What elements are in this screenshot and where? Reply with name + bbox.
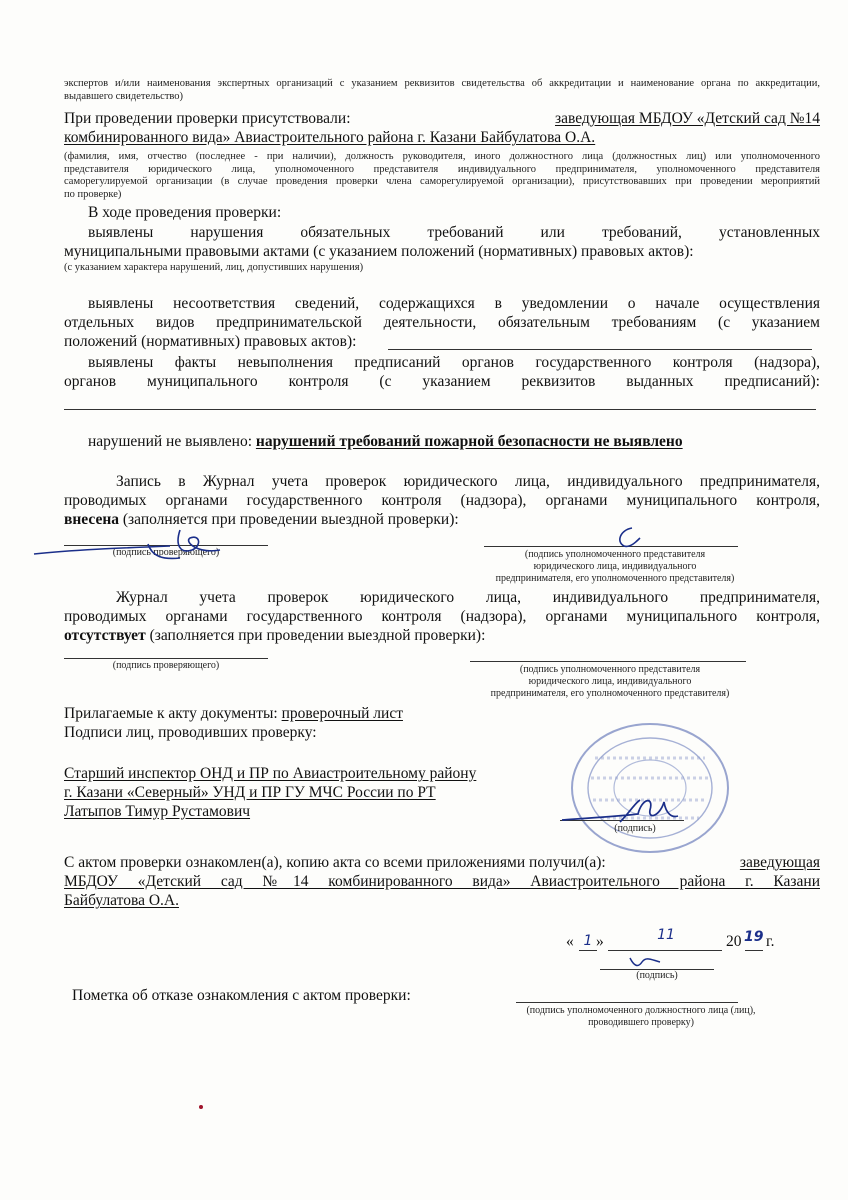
present-value: комбинированного вида» Авиастроительного района г. Казани Байбулатова О.А.	[64, 129, 596, 146]
caption-line: (подпись уполномоченного должностного лица (лиц),	[526, 1005, 756, 1016]
caption-line: (подпись уполномоченного представителя	[519, 664, 701, 675]
date-day-line	[579, 950, 597, 951]
acquainted-block	[64, 853, 820, 910]
caption-line: (подпись уполномоченного представителя	[524, 549, 706, 560]
present-note-line: представителя юридического лица, уполномоченного представителя индивидуального предпринимателя, уполномоченного представителя	[64, 163, 820, 175]
journal-missing-line: Журнал учета проверок юридического лица, индивидуального предпринимателя,	[116, 589, 820, 606]
present-note-line: саморегулируемой организации (в случае проведения проверки члена саморегулируемой организации), присутствовавших при проведении мероприятий	[64, 176, 820, 187]
present-note-line: (фамилия, имя, отчество (последнее - при наличии), должность руководителя, иного должностного лица (должностных лиц) или уполномоченного	[64, 151, 820, 162]
inspector-sign-line-2	[64, 658, 268, 659]
acquainted-value: МБДОУ «Детский сад №14 комбинированного вида» Авиастроительного района г. Казани	[64, 873, 820, 890]
caption-line: предпринимателя, его уполномоченного представителя)	[490, 688, 730, 699]
no-violations-value: нарушений требований пожарной безопасности не выявлено	[255, 433, 683, 450]
signer-position: Старший инспектор ОНД и ПР по Авиастроительному району	[64, 765, 477, 782]
inspector-sign-caption-2: (подпись проверяющего)	[112, 660, 220, 671]
experts-note	[64, 78, 820, 103]
attached-line	[64, 704, 403, 723]
journal-missing-line: проводимых органами государственного контроля (надзора), органами муниципального контроля,	[64, 608, 820, 625]
date-year-end: г.	[766, 933, 775, 950]
journal-missing-rest: (заполняется при проведении выездной проверки):	[149, 627, 486, 644]
no-violations-line	[88, 432, 683, 451]
date-signature-image	[626, 954, 666, 970]
representative-sign-caption-2	[460, 664, 760, 700]
present-lead: При проведении проверки присутствовали:	[64, 110, 351, 127]
acquainted-lead: С актом проверки ознакомлен(а), копию акта со всеми приложениями получил(а):	[64, 854, 606, 871]
representative-sign-caption-1	[470, 549, 760, 585]
signer-sign-caption: (подпись)	[614, 823, 656, 834]
acquainted-value: Байбулатова О.А.	[64, 892, 179, 909]
attached-lead: Прилагаемые к акту документы:	[64, 705, 278, 722]
signers-block	[64, 764, 476, 821]
present-line-1	[64, 109, 820, 128]
caption-line: юридического лица, индивидуального	[533, 561, 697, 572]
journal-missing-bold: отсутствует	[64, 627, 146, 644]
failures-line: органов муниципального контроля (с указанием реквизитов выданных предписаний):	[64, 373, 820, 390]
refusal-label: Пометка об отказе ознакомления с актом проверки:	[72, 987, 411, 1004]
violations-line: выявлены нарушения обязательных требований или требований, установленных	[88, 224, 820, 241]
violations-note: (с указанием характера нарушений, лиц, допустивших нарушения)	[64, 262, 364, 273]
mismatch-line: выявлены несоответствия сведений, содержащихся в уведомлении о начале осуществления	[88, 295, 820, 312]
date-month: 11	[657, 927, 675, 943]
mismatch-line: отдельных видов предпринимательской деятельности, обязательным требованиям (с указанием	[64, 314, 820, 331]
experts-note-line: выдавшего свидетельство)	[64, 90, 184, 102]
journal-entered-rest: (заполняется при проведении выездной проверки):	[122, 511, 459, 528]
journal-entered-line: проводимых органами государственного контроля (надзора), органами муниципального контроля,	[64, 492, 820, 509]
signers-heading: Подписи лиц, проводивших проверку:	[64, 724, 317, 741]
representative-sign-line-2	[470, 661, 746, 662]
mismatch-block	[64, 294, 820, 351]
date-year-suffix: 19	[744, 929, 764, 945]
official-stamp-image	[565, 718, 735, 858]
signer-organization: г. Казани «Северный» УНД и ПР ГУ МЧС России по РТ	[64, 784, 436, 801]
date-sign-caption: (подпись)	[636, 970, 678, 981]
journal-entered-line: Запись в Журнал учета проверок юридического лица, индивидуального предпринимателя,	[116, 473, 820, 490]
date-quote-open: «	[566, 933, 574, 950]
journal-missing-line	[64, 626, 820, 645]
present-section	[64, 109, 820, 147]
attached-value: проверочный лист	[281, 705, 403, 722]
refusal-sign-line	[516, 1002, 738, 1003]
present-note	[64, 151, 820, 201]
signer-signature-image	[560, 792, 680, 832]
mismatch-line: положений (нормативных) правовых актов):	[64, 333, 357, 350]
date-month-line	[608, 950, 722, 951]
violations-line: муниципальными правовыми актами (с указанием положений (нормативных) правовых актов):	[64, 243, 694, 260]
inspector-signature-image	[30, 520, 230, 570]
mismatch-fill-line	[388, 349, 812, 350]
representative-signature-image	[610, 524, 650, 554]
refusal-caption	[496, 1005, 786, 1029]
failures-line: выявлены факты невыполнения предписаний органов государственного контроля (надзора),	[88, 354, 820, 371]
ink-dot	[199, 1105, 203, 1109]
during-heading: В ходе проведения проверки:	[88, 204, 282, 221]
date-year-line	[745, 950, 763, 951]
date-day: 1	[583, 933, 593, 949]
present-note-line: по проверке)	[64, 188, 122, 200]
failures-fill-line	[64, 409, 816, 410]
violations-block	[64, 223, 820, 261]
date-quote-close: »	[596, 933, 604, 950]
acquainted-value: заведующая	[739, 854, 820, 871]
caption-line: юридического лица, индивидуального	[528, 676, 692, 687]
signer-name: Латыпов Тимур Рустамович	[64, 803, 251, 820]
experts-note-line: экспертов и/или наименования экспертных организаций с указанием реквизитов свидетельства об аккредитации и наименование органа по аккредитации,	[64, 78, 820, 89]
journal-entered-bold: внесена	[64, 511, 119, 528]
date-field	[566, 927, 786, 952]
present-value: заведующая МБДОУ «Детский сад №14	[554, 110, 820, 127]
no-violations-lead: нарушений не выявлено:	[88, 433, 253, 450]
acquainted-line-1	[64, 853, 820, 872]
journal-missing-block	[64, 588, 820, 645]
date-year-prefix: 20	[726, 933, 742, 950]
caption-line: проводившего проверку)	[588, 1017, 694, 1028]
failures-block	[64, 353, 820, 391]
inspector-sign-caption-1: (подпись проверяющего)	[112, 547, 220, 558]
caption-line: предпринимателя, его уполномоченного представителя)	[495, 573, 735, 584]
